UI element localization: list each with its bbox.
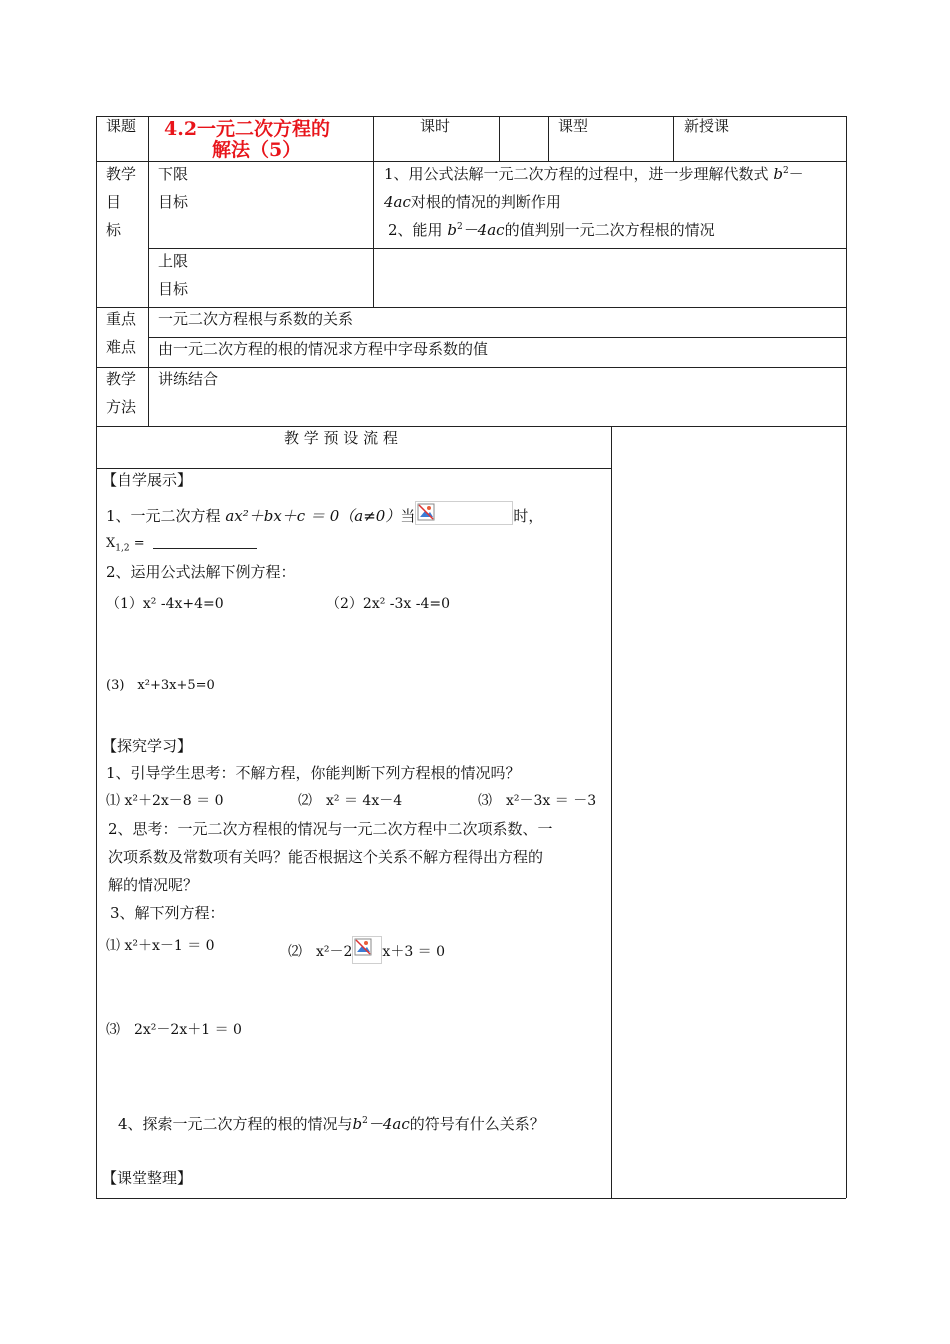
- question-2: 2、运用公式法解下例方程：: [106, 563, 296, 581]
- keypoints-label-line2: 难点: [106, 338, 137, 356]
- lower-goal-label-line1: 下限: [158, 165, 189, 183]
- key-point-text: 一元二次方程根与系数的关系: [158, 310, 354, 328]
- question-2-eq2: （2）2x² -3x -4=0: [326, 596, 451, 612]
- row-divider-header: [96, 161, 846, 162]
- explore-title: 【探究学习】: [102, 737, 193, 755]
- lower-goal-item1: 1、用公式法解一元二次方程的过程中，进一步理解代数式 $b^2-$: [384, 165, 804, 183]
- col-divider-period: [499, 116, 500, 161]
- method-label-line1: 教学: [106, 370, 137, 388]
- explore-q3-a: ⑴ x²＋x－1 ＝ 0: [106, 938, 215, 954]
- explore-q3: 3、解下列方程：: [110, 904, 225, 922]
- upper-goal-label-line1: 上限: [158, 252, 189, 270]
- row-divider-goals: [96, 307, 846, 308]
- flow-heading: 教 学 预 设 流 程: [284, 429, 398, 447]
- table-border-right: [846, 116, 847, 1198]
- summary-title: 【课堂整理】: [102, 1169, 193, 1187]
- method-value: 讲练结合: [158, 370, 219, 388]
- row-divider-flow-heading: [96, 468, 611, 469]
- question-2-eq3: (3) x²+3x+5=0: [106, 678, 215, 693]
- goals-label-line1: 教学: [106, 165, 137, 183]
- keypoints-label-line1: 重点: [106, 310, 137, 328]
- question-2-eq1: （1）x² -4x+4=0: [106, 596, 224, 612]
- explore-q2-line1: 2、思考：一元二次方程根的情况与一元二次方程中二次项系数、一: [108, 820, 553, 838]
- discriminant-b: b: [773, 165, 783, 183]
- table-border-top: [96, 116, 846, 117]
- explore-q3-b: ⑵ x²－2 x＋3 ＝ 0: [288, 936, 445, 964]
- lower-goal-item2: 2、能用 $b^2-4ac$的值判别一元二次方程根的情况: [388, 221, 715, 239]
- goals-label-line3: 标: [106, 221, 122, 239]
- row-divider-goals-mid: [148, 248, 846, 249]
- broken-image-icon: [417, 503, 435, 521]
- row-divider-keypoints: [96, 367, 846, 368]
- table-border-bottom: [96, 1198, 846, 1199]
- row-divider-key: [148, 337, 846, 338]
- type-value: 新授课: [684, 117, 730, 135]
- col-divider-label: [148, 116, 149, 426]
- col-divider-goal-text: [373, 161, 374, 307]
- col-divider-title: [373, 116, 374, 161]
- row-divider-method: [96, 426, 846, 427]
- formula-image-box: [415, 501, 513, 525]
- col-divider-type: [673, 116, 674, 161]
- question-1-roots: $X_{1,2}$ =: [106, 534, 257, 554]
- explore-q2-line3: 解的情况呢？: [108, 876, 199, 894]
- type-label: 课型: [558, 117, 589, 135]
- explore-q1-b: ⑵ x² ＝ 4x－4: [298, 793, 403, 809]
- table-border-left: [96, 116, 97, 1198]
- explore-q4: 4、探索一元二次方程的根的情况与$b^2-4ac$的符号有什么关系？: [118, 1115, 545, 1133]
- sqrt-image-box: [352, 936, 382, 964]
- explore-q1: 1、引导学生思考：不解方程，你能判断下列方程根的情况吗？: [106, 764, 521, 782]
- explore-q1-a: ⑴ x²＋2x－8 ＝ 0: [106, 793, 224, 809]
- col-divider-period-value: [548, 116, 549, 161]
- lesson-title-line2: 解法（5）: [212, 139, 302, 161]
- col-divider-notes: [611, 426, 612, 1198]
- self-study-title: 【自学展示】: [102, 471, 193, 489]
- goals-label-line2: 目: [106, 193, 122, 211]
- period-label: 课时: [420, 117, 451, 135]
- lesson-title-line1: 4.2一元二次方程的: [164, 118, 331, 140]
- upper-goal-label-line2: 目标: [158, 280, 189, 298]
- explore-q1-c: ⑶ x²－3x ＝ －3: [478, 793, 597, 809]
- broken-image-icon: [354, 938, 372, 956]
- explore-q3-c: ⑶ 2x²－2x＋1 ＝ 0: [106, 1022, 242, 1038]
- explore-q2-line2: 次项系数及常数项有关吗？能否根据这个关系不解方程得出方程的: [108, 848, 544, 866]
- discriminant-sup: 2: [782, 166, 789, 176]
- difficult-point-text: 由一元二次方程的根的情况求方程中字母系数的值: [158, 340, 489, 358]
- lower-goal-item1-cont: 4ac对根的情况的判断作用: [384, 193, 561, 211]
- method-label-line2: 方法: [106, 398, 137, 416]
- subject-label: 课题: [106, 117, 137, 135]
- roots-answer-blank: [153, 534, 257, 549]
- lower-goal-label-line2: 目标: [158, 193, 189, 211]
- question-1: 1、一元二次方程 ax²＋bx＋c ＝ 0（a≠0）当 时，: [106, 501, 543, 526]
